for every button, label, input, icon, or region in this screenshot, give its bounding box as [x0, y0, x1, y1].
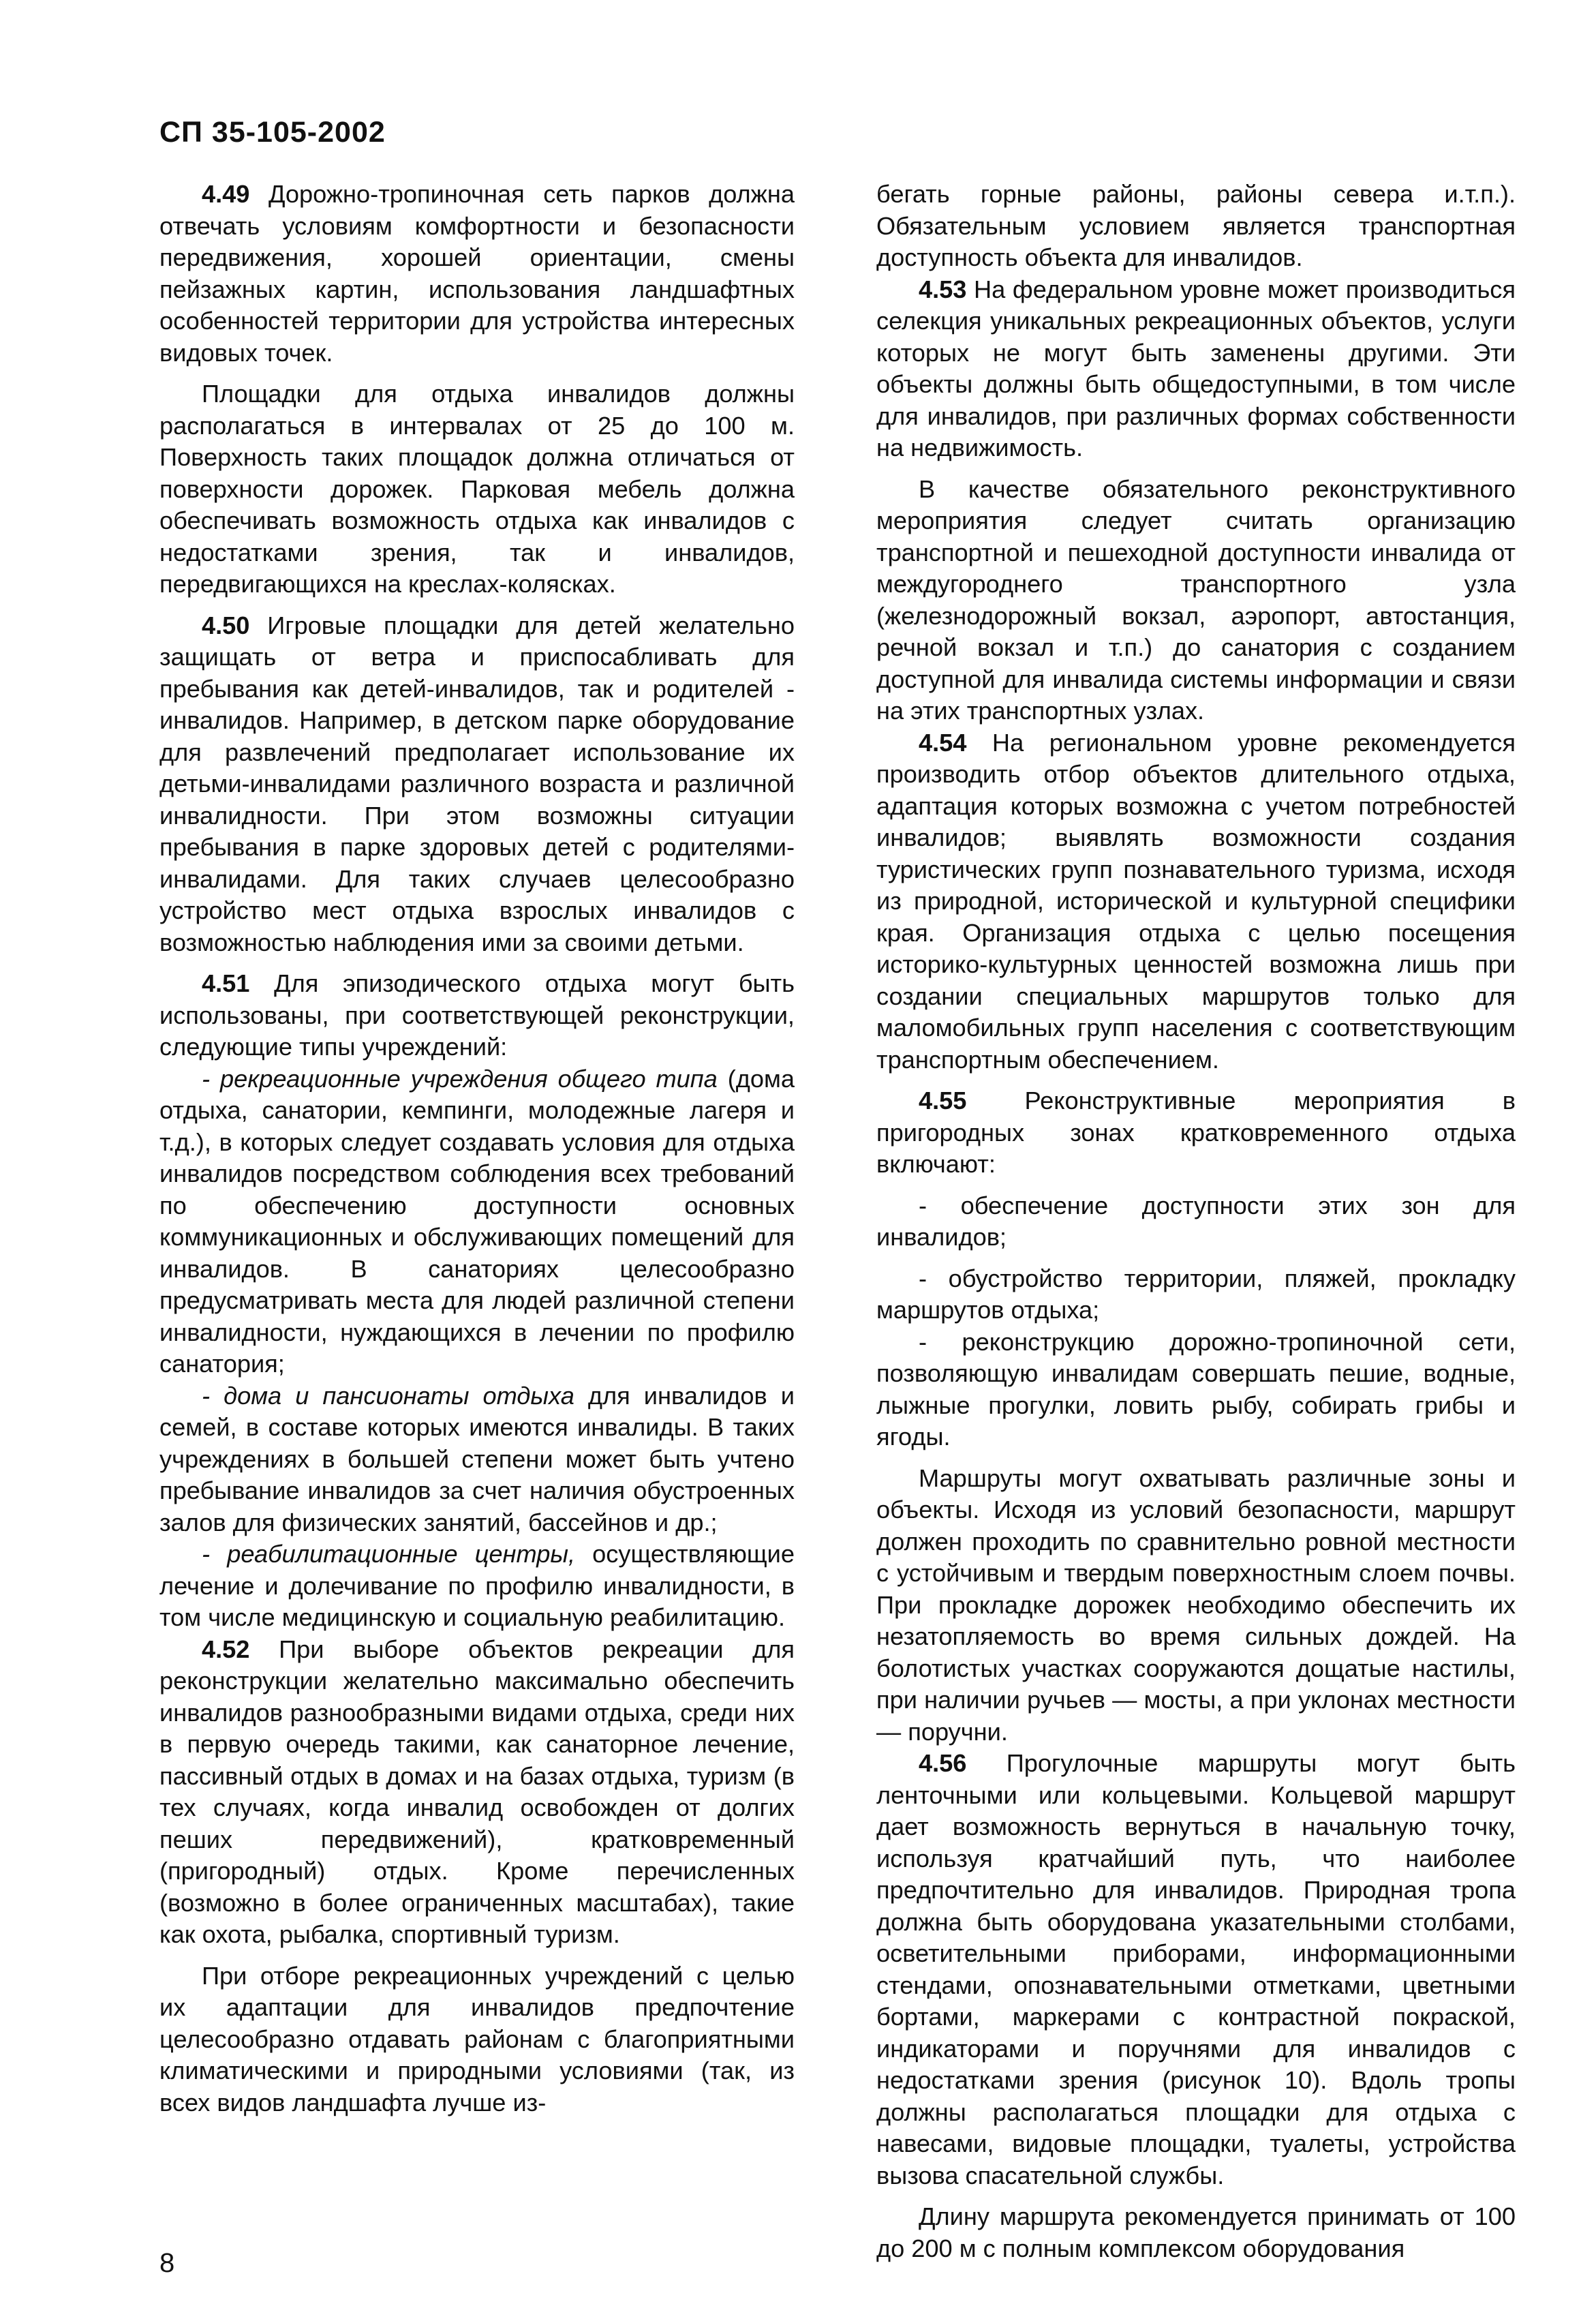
list-item-accessibility: - обеспечение доступности этих зон для инвалидов;: [876, 1191, 1516, 1251]
list-item-territory: - обустройство территории, пляжей, прокладку маршрутов отдыха;: [876, 1264, 1516, 1324]
list-item-rehab-centers: [159, 1538, 795, 1634]
list-item-term: - рекреационные учреждения общего типа: [202, 1064, 718, 1093]
paragraph-4-53-rest: В качестве обязательного реконструктивного мероприятия следует считать организацию транспортной и пешеходной доступности инвалида от междугороднего транспортного узла (железнодорожный вокзал, аэропорт, автостанция, речной вокзал и т.п.) до санатория с созданием доступной для инвалида системы информации и связи на этих транспортных узлах.: [876, 474, 1516, 725]
right-text-column: [876, 179, 1516, 2264]
paragraph-4-55: [876, 1085, 1516, 1181]
paragraph-4-53: [876, 274, 1516, 464]
clause-text: Игровые площадки для детей желательно защищать от ветра и приспосабливать для пребывания как детей-инвалидов, так и родителей - инвалидов. Например, в детском парке оборудование для развлечений предполагает использование их детьми-инвалидами различного возраста и различной инвалидности. При этом возможны ситуации пребывания в парке здоровых детей с родителями-инвалидами. Для таких случаев целесообразно устройство мест отдыха взрослых инвалидов с возможностью наблюдения ими за своими детьми.: [159, 611, 795, 956]
paragraph-4-55-rest: Маршруты могут охватывать различные зоны и объекты. Исходя из условий безопасности, маршрут должен проходить по сравнительно ровной местности с устойчивым и твердым поверхностным слоем почвы. При прокладке дорожек необходимо обеспечить их незатопляемость во время сильных дождей. На болотистых участках сооружаются дощатые настилы, при наличии ручьев — мосты, а при уклонах местности — поручни.: [876, 1463, 1516, 1746]
paragraph-4-52-rest: При отборе рекреационных учреждений с целью их адаптации для инвалидов предпочтение целесообразно отдавать районам с благоприятными климатическими и природными условиями (так, из всех видов ландшафта лучше из-: [159, 1961, 795, 2117]
clause-text: Реконструктивные мероприятия в пригородных зонах кратковременного отдыха включают:: [876, 1087, 1516, 1178]
list-item-text: для инвалидов и семей, в составе которых имеются инвалиды. В таких учреждениях в большей степени может быть учтено пребывание инвалидов за счет наличия обустроенных залов для физических занятий, бассейнов и др.;: [159, 1381, 795, 1536]
clause-text: Дорожно-тропиночная сеть парков должна отвечать условиям комфортности и безопасности передвижения, хорошей ориентации, смены пейзажных картин, использования ландшафтных особенностей территории для устройства интересных видовых точек.: [159, 180, 795, 367]
page-number: 8: [159, 2248, 175, 2278]
clause-text: На региональном уровне рекомендуется производить отбор объектов длительного отдыха, адаптация которых возможна с учетом потребностей инвалидов; выявлять возможности создания туристических групп познавательного туризма, исходя из природной, исторической и культурной специфики края. Организация отдыха с целью посещения историко-культурных ценностей возможна лишь при создании специальных маршрутов только для маломобильных групп населения с соответствующим транспортным обеспечением.: [876, 728, 1516, 1074]
paragraph-4-56: [876, 1748, 1516, 2191]
clause-text: Для эпизодического отдыха могут быть использованы, при соответствующей реконструкции, следующие типы учреждений:: [159, 969, 795, 1061]
list-item-text: осуществляющие лечение и долечивание по профилю инвалидности, в том числе медицинскую и социальную реабилитацию.: [159, 1540, 795, 1631]
paragraph-4-54: [876, 727, 1516, 1076]
paragraph-4-56-rest: Длину маршрута рекомендуется принимать от 100 до 200 м с полным комплексом оборудования: [876, 2202, 1516, 2262]
clause-number: 4.53: [919, 275, 967, 303]
paragraph-4-49-rest: Площадки для отдыха инвалидов должны располагаться в интервалах от 25 до 100 м. Поверхность таких площадок должна отличаться от поверхности дорожек. Парковая мебель должна обеспечивать возможность отдыха как инвалидов с недостатками зрения, так и инвалидов, передвигающихся на креслах-колясках.: [159, 380, 795, 598]
left-text-column: [159, 179, 795, 2119]
clause-text: На федеральном уровне может производиться селекция уникальных рекреационных объектов, услуги которых не могут быть заменены другими. Эти объекты должны быть общедоступными, в том числе для инвалидов, при различных формах собственности на недвижимость.: [876, 275, 1516, 461]
clause-number: 4.52: [202, 1635, 250, 1663]
list-item-trail-network: - реконструкцию дорожно-тропиночной сети, позволяющую инвалидам совершать пешие, водные, лыжные прогулки, ловить рыбу, собирать грибы и ягоды.: [876, 1327, 1516, 1451]
clause-number: 4.50: [202, 611, 250, 639]
paragraph-4-50: [159, 610, 795, 959]
list-item-text: (дома отдыха, санатории, кемпинги, молодежные лагеря и т.д.), в которых следует создавать условия для отдыха инвалидов посредством соблюдения всех требований по обеспечению доступности основных коммуникационных и обслуживающих помещений для инвалидов. В санаториях целесообразно предусматривать места для людей различной степени инвалидности, нуждающихся в лечении по профилю санатория;: [159, 1064, 795, 1378]
paragraph-4-51: [159, 968, 795, 1063]
clause-number: 4.56: [919, 1749, 967, 1777]
list-item-term: - реабилитационные центры,: [202, 1540, 576, 1568]
list-item-rest-homes: [159, 1380, 795, 1539]
list-item-term: - дома и пансионаты отдыха: [202, 1381, 574, 1410]
paragraph-continuation: бегать горные районы, районы севера и.т.п.). Обязательным условием является транспортная доступность объекта для инвалидов.: [876, 180, 1516, 271]
clause-number: 4.55: [919, 1087, 967, 1114]
clause-text: Прогулочные маршруты могут быть ленточными или кольцевыми. Кольцевой маршрут дает возможность вернуться в начальную точку, используя кратчайший путь, что наиболее предпочтительно для инвалидов. Природная тропа должна быть оборудована указательными столбами, осветительными приборами, информационными стендами, опознавательными отметками, цветными бортами, маркерами с контрастной покраской, индикаторами и поручнями для инвалидов с недостатками зрения (рисунок 10). Вдоль тропы должны располагаться площадки для отдыха с навесами, видовые площадки, туалеты, устройства вызова спасательной службы.: [876, 1749, 1516, 2189]
paragraph-4-49: [159, 179, 795, 369]
clause-number: 4.54: [919, 728, 967, 757]
paragraph-4-52: [159, 1634, 795, 1951]
list-item-recreational: [159, 1063, 795, 1380]
document-code-header: СП 35-105-2002: [159, 116, 386, 149]
clause-text: При выборе объектов рекреации для реконструкции желательно максимально обеспечить инвалидов разнообразными видами отдыха, среди них в первую очередь такими, как санаторное лечение, пассивный отдых в домах и на базах отдыха, туризм (в тех случаях, когда инвалид освобожден от долгих пеших передвижений), кратковременный (пригородный) отдых. Кроме перечисленных (возможно в более ограниченных масштабах), такие как охота, рыбалка, спортивный туризм.: [159, 1635, 795, 1948]
clause-number: 4.51: [202, 969, 250, 997]
clause-number: 4.49: [202, 180, 250, 208]
